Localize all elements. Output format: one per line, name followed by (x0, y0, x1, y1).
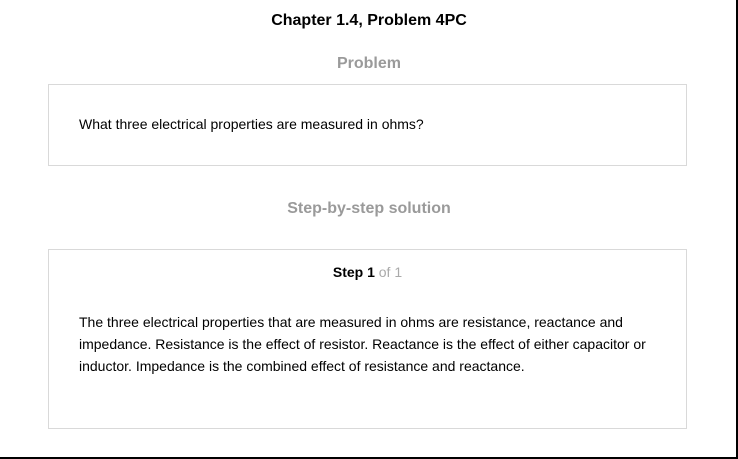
problem-heading: Problem (336, 55, 401, 72)
solution-text: The three electrical properties that are measured in ohms are resistance, reactance and impedance. Resistance is the effect of resistor. Reactance is the effect of either capacitor or inductor. Impedance is the combined effect of resistance and reactance. (79, 314, 646, 374)
step-count: of 1 (374, 264, 403, 280)
problem-card (48, 84, 687, 166)
problem-text: What three electrical properties are measured in ohms? (79, 116, 424, 132)
page-title: Chapter 1.4, Problem 4PC (271, 12, 467, 29)
solution-card (48, 249, 687, 429)
solution-heading: Step-by-step solution (287, 200, 451, 217)
step-label: Step 1 (332, 264, 375, 280)
step-header (49, 264, 686, 280)
